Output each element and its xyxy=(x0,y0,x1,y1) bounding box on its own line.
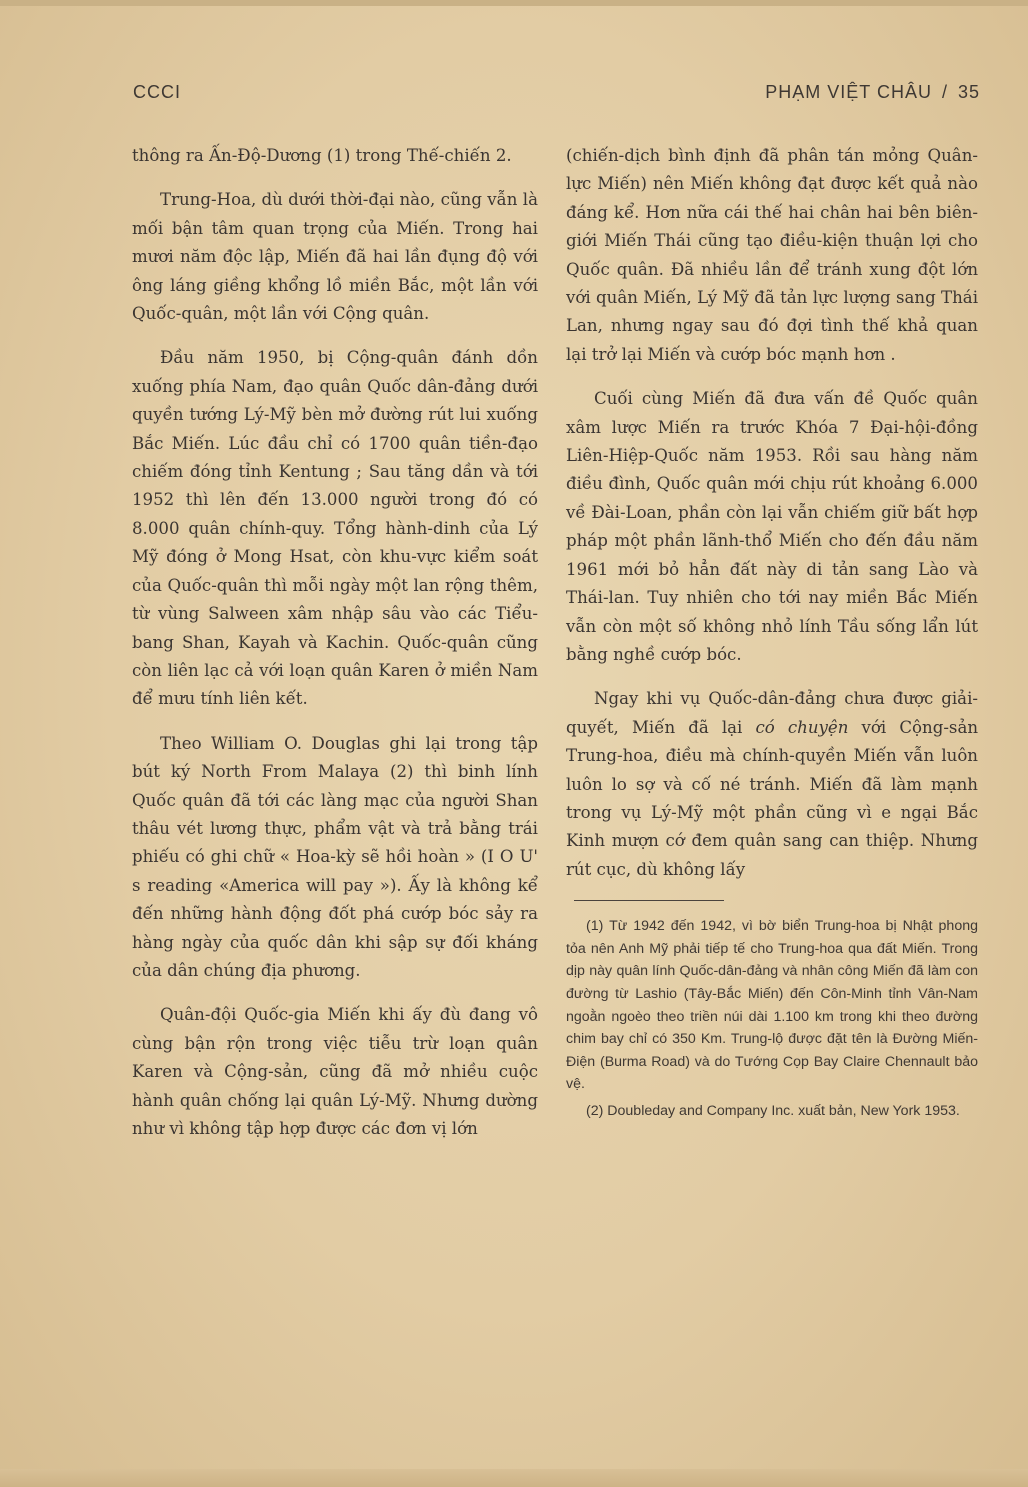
paragraph: Đầu năm 1950, bị Cộng-quân đánh dồn xuống phía Nam, đạo quân Quốc dân-đảng dưới quyền tướng Lý-Mỹ bèn mở đường rút lui xuống Bắc Miến. Lúc đầu chỉ có 1700 quân tiền-đạo chiếm đóng tỉnh Kentung ; Sau tăng dần và tới 1952 thì lên đến 13.000 người trong đó có 8.000 quân chính-quy. Tổng hành-dinh của Lý Mỹ đóng ở Mong Hsat, còn khu-vực kiểm soát của Quốc-quân thì mỗi ngày một lan rộng thêm, từ vùng Salween xâm nhập sâu vào các Tiểu-bang Shan, Kayah và Kachin. Quốc-quân cũng còn liên lạc cả với loạn quân Karen ở miền Nam để mưu tính liên kết. xyxy=(132,348,538,709)
right-column xyxy=(566,142,978,1127)
paragraph: Cuối cùng Miến đã đưa vấn đề Quốc quân xâm lược Miến ra trước Khóa 7 Đại-hội-đồng Liên-Hiệp-Quốc năm 1953. Rồi sau hàng năm điều đình, Quốc quân mới chịu rút khoảng 6.000 về Đài-Loan, phần còn lại vẫn chiếm giữ bất hợp pháp một phần lãnh-thổ Miến cho đến đầu năm 1961 mới bỏ hẳn đất này di tản sang Lào và Thái-lan. Tuy nhiên cho tới nay miền Bắc Miến vẫn còn một số không nhỏ lính Tầu sống lẩn lút bằng nghề cướp bóc. xyxy=(566,389,978,664)
paragraph: thông ra Ấn-Độ-Dương (1) trong Thế-chiến 2. xyxy=(132,146,512,165)
left-column xyxy=(132,142,538,1159)
paragraph: (chiến-dịch bình định đã phân tán mỏng Quân-lực Miến) nên Miến không đạt được kết quả nào đáng kể. Hơn nữa cái thế hai chân hai bên biên-giới Miến Thái cũng tạo điều-kiện thuận lợi cho Quốc quân. Đã nhiều lần để tránh xung đột lớn với quân Miến, Lý Mỹ đã tản lực lượng sang Thái Lan, nhưng ngay sau đó đợi tình thế khả quan lại trở lại Miến và cướp bóc mạnh hơn . xyxy=(566,146,978,364)
paragraph-text: Ngay khi vụ Quốc-dân-đảng chưa được giải-quyết, Miến đã lại xyxy=(566,689,978,737)
footnotes xyxy=(566,915,978,1122)
footnote-2: (2) Doubleday and Company Inc. xuất bản, New York 1953. xyxy=(586,1102,960,1119)
header-separator: / xyxy=(941,82,948,102)
paragraph: Trung-Hoa, dù dưới thời-đại nào, cũng vẫn là mối bận tâm quan trọng của Miến. Trong hai mươi năm độc lập, Miến đã hai lần đụng độ với ông láng giềng khổng lồ miền Bắc, một lần với Quốc-quân, một lần với Cộng quân. xyxy=(132,190,538,324)
footnote-divider xyxy=(574,900,724,901)
paragraph xyxy=(566,685,978,884)
author-name: PHẠM VIỆT CHÂU xyxy=(765,82,932,102)
running-header-right xyxy=(765,82,980,103)
page-top-edge xyxy=(0,0,1028,6)
paragraph-text: với Cộng-sản Trung-hoa, điều mà chính-quyền Miến vẫn luôn luôn lo sợ và cố né tránh. Miến đã làm mạnh trong vụ Lý-Mỹ một phần cũng vì e ngại Bắc Kinh mượn cớ đem quân sang can thiệp. Nhưng rút cục, dù không lấy xyxy=(566,717,979,879)
page-number: 35 xyxy=(957,82,980,102)
italic-phrase: có chuyện xyxy=(755,717,849,737)
footnote-1: (1) Từ 1942 đến 1942, vì bờ biển Trung-hoa bị Nhật phong tỏa nên Anh Mỹ phải tiếp tế cho Trung-hoa qua đất Miến. Trong dịp này quân lính Quốc-dân-đảng và nhân công Miến đã làm con đường từ Lashio (Tây-Bắc Miến) đến Côn-Minh tỉnh Vân-Nam ngoằn ngoèo theo triền núi dài 1.100 km trong khi theo đường chim bay chỉ có 350 Km. Trung-lộ được đặt tên là Đường Miến-Điện (Burma Road) và do Tướng Cọp Bay Claire Chennault bảo vệ. xyxy=(566,918,978,1093)
page-bottom-edge xyxy=(0,1469,1028,1487)
running-header-left: CCCI xyxy=(133,82,181,102)
paragraph: Quân-đội Quốc-gia Miến khi ấy đù đang vô cùng bận rộn trong việc tiễu trừ loạn quân Karen và Cộng-sản, cũng đã mở nhiều cuộc hành quân chống lại quân Lý-Mỹ. Nhưng dường như vì không tập hợp được các đơn vị lớn xyxy=(132,1005,538,1138)
paragraph: Theo William O. Douglas ghi lại trong tập bút ký North From Malaya (2) thì binh lính Quốc quân đã tới các làng mạc của người Shan thâu vét lương thực, phẩm vật và trả bằng trái phiếu có ghi chữ « Hoa-kỳ sẽ hồi hoàn » (I O U' s reading «America will pay »). Ấy là không kể đến những hành động đốt phá cướp bóc sảy ra hàng ngày của quốc dân khi sập sự đối kháng của dân chúng địa phương. xyxy=(132,733,538,980)
